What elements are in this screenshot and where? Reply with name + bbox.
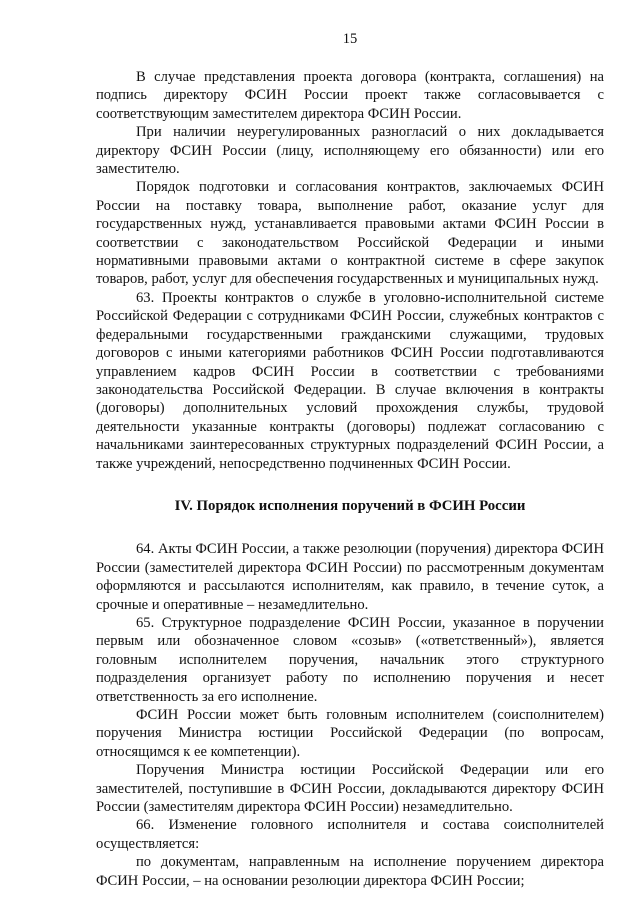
paragraph-64: 64. Акты ФСИН России, а также резолюции (поручения) директора ФСИН России (заместителей директора ФСИН России) по рассмотренным документам оформляются и рассылаются исполнителям, как правило, в течение суток, а срочные и оперативные – незамедлительно.: [96, 541, 604, 613]
paragraph-minister-orders: Поручения Министра юстиции Российской Федерации или его заместителей, поступившие в ФСИН России, докладываются директору ФСИН России (заместителям директора ФСИН России) незамедлительно.: [96, 762, 604, 816]
page-number: 15: [342, 31, 358, 47]
paragraph-disagreements: При наличии неурегулированных разногласий о них докладывается директору ФСИН России (лицу, исполняющему его обязанности) или его заместителю.: [96, 124, 604, 178]
section-heading: IV. Порядок исполнения поручений в ФСИН России: [174, 497, 526, 514]
paragraph-procurement-contracts: Порядок подготовки и согласования контрактов, заключаемых ФСИН России на поставку товара, выполнение работ, оказание услуг для государственных нужд, устанавливается правовыми актами ФСИН России в соответствии с законодательством Российской Федерации и иными нормативными правовыми актами о контрактной системе в сфере закупок товаров, работ, услуг для обеспечения государственных и муниципальных нужд.: [96, 179, 604, 288]
paragraph-63: 63. Проекты контрактов о службе в уголовно-исполнительной системе Российской Федерации с сотрудниками ФСИН России, служебных контрактов с федеральными государственными гражданскими служащими, трудовых договоров с иными категориями работников ФСИН России подготавливаются управлением кадров ФСИН России в соответствии с требованиями законодательства Российской Федерации. В случае включения в контракты (договоры) дополнительных условий прохождения службы, трудовой деятельности указанные контракты (договоры) подлежат согласованию с начальниками заинтересованных структурных подразделений ФСИН России, а также учреждений, непосредственно подчиненных ФСИН России.: [96, 289, 604, 472]
paragraph-66-item: по документам, направленным на исполнение поручением директора ФСИН России, – на основании резолюции директора ФСИН России;: [96, 854, 604, 889]
paragraph-contract-approval: В случае представления проекта договора (контракта, соглашения) на подпись директору ФСИН России проект также согласовывается с соответствующим заместителем директора ФСИН России.: [96, 69, 604, 122]
paragraph-66: 66. Изменение головного исполнителя и состава соисполнителей осуществляется:: [96, 817, 604, 852]
paragraph-65: 65. Структурное подразделение ФСИН России, указанное в поручении первым или обозначенное словом «созыв» («ответственный»), является головным исполнителем поручения, начальник этого структурного подразделения организует работу по исполнению поручения и несет ответственность за его исполнение.: [96, 614, 604, 705]
document-page: [96, 30, 604, 890]
paragraph-lead-executor: ФСИН России может быть головным исполнителем (соисполнителем) поручения Министра юстиции Российской Федерации (по вопросам, относящимся к ее компетенции).: [96, 707, 604, 760]
